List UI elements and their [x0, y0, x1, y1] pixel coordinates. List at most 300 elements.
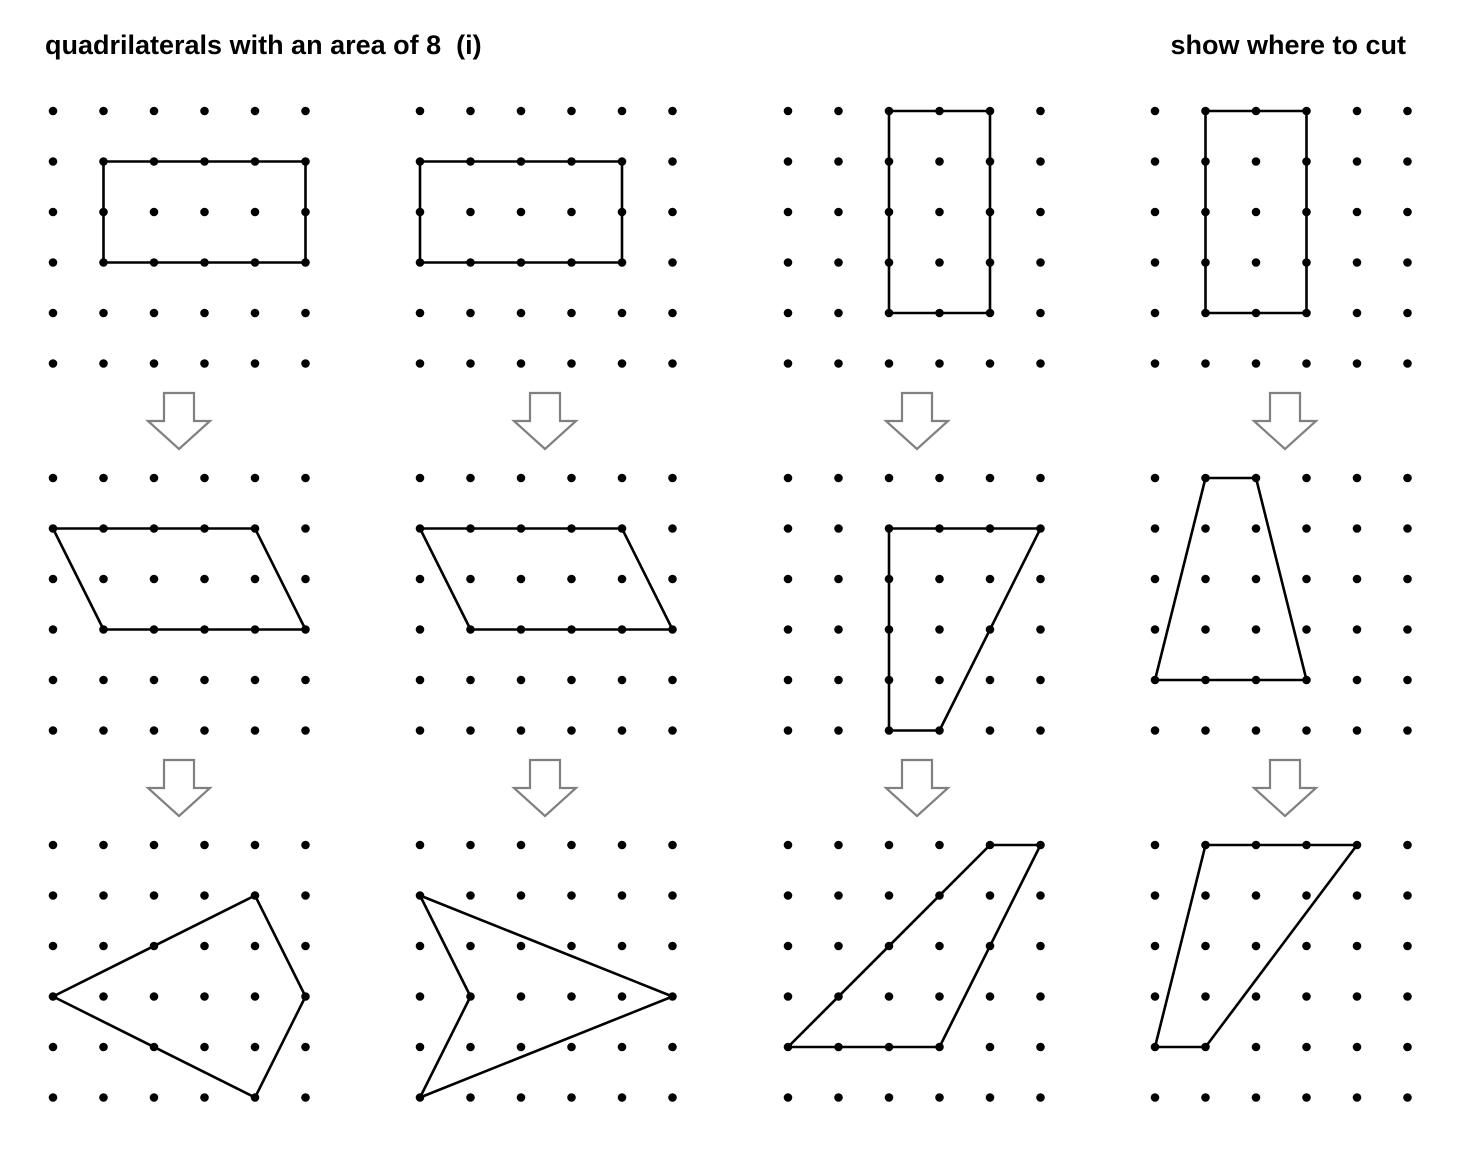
- dot-grid-panel-1-2: [49, 474, 310, 735]
- grid-dot: [1353, 841, 1362, 850]
- grid-dot: [885, 107, 894, 116]
- grid-dot: [618, 157, 627, 166]
- grid-dot: [618, 891, 627, 900]
- grid-dot: [150, 942, 159, 951]
- grid-dot: [517, 841, 526, 850]
- grid-dot: [1302, 726, 1311, 735]
- grid-dot: [986, 726, 995, 735]
- grid-dot: [885, 992, 894, 1001]
- grid-dot: [834, 676, 843, 685]
- grid-dot: [935, 474, 944, 483]
- grid-dot: [1252, 157, 1261, 166]
- grid-dot: [150, 992, 159, 1001]
- grid-dot: [834, 359, 843, 368]
- grid-dot: [251, 726, 260, 735]
- grid-dot: [784, 157, 793, 166]
- grid-dot: [150, 474, 159, 483]
- grid-dot: [986, 157, 995, 166]
- grid-dot: [885, 942, 894, 951]
- grid-dot: [251, 107, 260, 116]
- grid-dot: [834, 258, 843, 267]
- grid-dot: [416, 157, 425, 166]
- grid-dot: [99, 359, 108, 368]
- grid-dot: [466, 524, 475, 533]
- grid-dot: [1403, 992, 1412, 1001]
- grid-dot: [1302, 625, 1311, 634]
- grid-dot: [668, 942, 677, 951]
- grid-dot: [885, 575, 894, 584]
- grid-dot: [784, 524, 793, 533]
- grid-dot: [885, 474, 894, 483]
- grid-dot: [1252, 726, 1261, 735]
- quadrilateral-shape: [788, 845, 1041, 1047]
- grid-dot: [1403, 258, 1412, 267]
- grid-dot: [1353, 524, 1362, 533]
- grid-dot: [1252, 309, 1261, 318]
- grid-dot: [885, 1093, 894, 1102]
- dot-grid-panel-1-3: [49, 841, 310, 1102]
- grid-dot: [517, 1093, 526, 1102]
- grid-dot: [668, 841, 677, 850]
- grid-dot: [1201, 1043, 1210, 1052]
- grid-dot: [1302, 474, 1311, 483]
- grid-dot: [618, 942, 627, 951]
- grid-dot: [466, 309, 475, 318]
- grid-dot: [49, 575, 58, 584]
- grid-dot: [301, 891, 310, 900]
- grid-dot: [99, 891, 108, 900]
- grid-dot: [416, 258, 425, 267]
- grid-dot: [1151, 208, 1160, 217]
- grid-dot: [1302, 1093, 1311, 1102]
- dot-grid-panel-3-2: [784, 474, 1045, 735]
- grid-dot: [301, 107, 310, 116]
- grid-dot: [251, 676, 260, 685]
- grid-dot: [416, 208, 425, 217]
- grid-dot: [416, 309, 425, 318]
- grid-dot: [834, 891, 843, 900]
- grid-dot: [1403, 359, 1412, 368]
- grid-dot: [935, 891, 944, 900]
- grid-dot: [49, 309, 58, 318]
- grid-dot: [1151, 676, 1160, 685]
- grid-dot: [618, 208, 627, 217]
- grid-dot: [200, 942, 209, 951]
- grid-dot: [1151, 625, 1160, 634]
- grid-dot: [1036, 942, 1045, 951]
- grid-dot: [885, 258, 894, 267]
- grid-dot: [784, 359, 793, 368]
- grid-dot: [251, 524, 260, 533]
- grid-dot: [150, 726, 159, 735]
- grid-dot: [1252, 891, 1261, 900]
- grid-dot: [466, 891, 475, 900]
- grid-dot: [99, 942, 108, 951]
- grid-dot: [1353, 107, 1362, 116]
- grid-dot: [1353, 157, 1362, 166]
- grid-dot: [200, 891, 209, 900]
- grid-dot: [1302, 258, 1311, 267]
- grid-dot: [301, 841, 310, 850]
- grid-dot: [1302, 107, 1311, 116]
- grid-dot: [618, 625, 627, 634]
- grid-dot: [200, 524, 209, 533]
- grid-dot: [885, 625, 894, 634]
- grid-dot: [1201, 474, 1210, 483]
- grid-dot: [416, 575, 425, 584]
- grid-dot: [784, 474, 793, 483]
- grid-dot: [466, 625, 475, 634]
- grid-dot: [99, 258, 108, 267]
- grid-dot: [1201, 107, 1210, 116]
- grid-dot: [784, 992, 793, 1001]
- grid-dot: [1252, 676, 1261, 685]
- dot-grid-panel-4-3: [1151, 841, 1412, 1102]
- grid-dot: [1403, 942, 1412, 951]
- grid-dot: [618, 1093, 627, 1102]
- grid-dot: [567, 992, 576, 1001]
- grid-dot: [1252, 575, 1261, 584]
- grid-dot: [935, 625, 944, 634]
- grid-dot: [517, 1043, 526, 1052]
- grid-dot: [567, 841, 576, 850]
- grid-dot: [1151, 359, 1160, 368]
- grid-dot: [150, 208, 159, 217]
- grid-dot: [1036, 625, 1045, 634]
- quadrilateral-shape: [420, 529, 673, 630]
- grid-dot: [99, 474, 108, 483]
- grid-dot: [1036, 258, 1045, 267]
- grid-dot: [1302, 359, 1311, 368]
- grid-dot: [784, 309, 793, 318]
- grid-dot: [49, 1043, 58, 1052]
- grid-dot: [251, 157, 260, 166]
- grid-dot: [1201, 309, 1210, 318]
- down-arrow-icon: [514, 393, 576, 449]
- grid-dot: [301, 474, 310, 483]
- grid-dot: [301, 1043, 310, 1052]
- grid-dot: [517, 309, 526, 318]
- grid-dot: [1353, 942, 1362, 951]
- grid-dot: [885, 891, 894, 900]
- grid-dot: [150, 107, 159, 116]
- grid-dot: [834, 575, 843, 584]
- grid-dot: [668, 359, 677, 368]
- grid-dot: [251, 208, 260, 217]
- grid-dot: [1151, 524, 1160, 533]
- grid-dot: [668, 157, 677, 166]
- quadrilateral-shape: [420, 896, 673, 1098]
- grid-dot: [618, 1043, 627, 1052]
- grid-dot: [200, 726, 209, 735]
- grid-dot: [49, 208, 58, 217]
- grid-dot: [618, 841, 627, 850]
- grid-dot: [1151, 157, 1160, 166]
- grid-dot: [150, 625, 159, 634]
- grid-dot: [567, 942, 576, 951]
- grid-dot: [251, 1043, 260, 1052]
- grid-dot: [99, 524, 108, 533]
- grid-dot: [517, 208, 526, 217]
- grid-dot: [200, 575, 209, 584]
- grid-dot: [885, 841, 894, 850]
- grid-dot: [567, 726, 576, 735]
- grid-dot: [784, 575, 793, 584]
- grid-dot: [1036, 992, 1045, 1001]
- grid-dot: [517, 726, 526, 735]
- grid-dot: [1403, 625, 1412, 634]
- grid-dot: [301, 157, 310, 166]
- grid-dot: [99, 676, 108, 685]
- grid-dot: [1353, 309, 1362, 318]
- grid-dot: [668, 258, 677, 267]
- grid-dot: [517, 942, 526, 951]
- grid-dot: [935, 992, 944, 1001]
- grid-dot: [416, 726, 425, 735]
- grid-dot: [1252, 474, 1261, 483]
- grid-dot: [668, 1093, 677, 1102]
- grid-dot: [466, 258, 475, 267]
- grid-dot: [200, 676, 209, 685]
- grid-dot: [1151, 841, 1160, 850]
- grid-dot: [618, 726, 627, 735]
- grid-dot: [784, 107, 793, 116]
- grid-dot: [49, 1093, 58, 1102]
- grid-dot: [200, 841, 209, 850]
- grid-dot: [935, 107, 944, 116]
- grid-dot: [1151, 107, 1160, 116]
- grid-dot: [1252, 258, 1261, 267]
- grid-dot: [1036, 107, 1045, 116]
- grid-dot: [200, 474, 209, 483]
- dot-grid-panel-1-1: [49, 107, 310, 368]
- grid-dot: [301, 524, 310, 533]
- grid-dot: [150, 841, 159, 850]
- grid-dot: [567, 524, 576, 533]
- quadrilateral-shape: [889, 529, 1041, 731]
- grid-dot: [1036, 524, 1045, 533]
- grid-dot: [935, 942, 944, 951]
- grid-dot: [49, 157, 58, 166]
- grid-dot: [49, 942, 58, 951]
- grid-dot: [834, 157, 843, 166]
- grid-dot: [1353, 1043, 1362, 1052]
- grid-dot: [49, 992, 58, 1001]
- grid-dot: [986, 474, 995, 483]
- grid-dot: [567, 575, 576, 584]
- grid-dot: [251, 258, 260, 267]
- grid-dot: [1302, 309, 1311, 318]
- dot-grid-panel-3-3: [784, 841, 1045, 1102]
- grid-dot: [1252, 992, 1261, 1001]
- grid-dot: [784, 942, 793, 951]
- grid-dot: [99, 841, 108, 850]
- grid-dot: [1252, 625, 1261, 634]
- grid-dot: [49, 107, 58, 116]
- grid-dot: [466, 474, 475, 483]
- dot-grid-panel-3-1: [784, 107, 1045, 368]
- grid-dot: [466, 1043, 475, 1052]
- grid-dot: [834, 309, 843, 318]
- grid-dot: [618, 309, 627, 318]
- grid-dot: [567, 258, 576, 267]
- grid-dot: [416, 992, 425, 1001]
- grid-dot: [1151, 1043, 1160, 1052]
- grid-dot: [668, 676, 677, 685]
- grid-dot: [1403, 208, 1412, 217]
- down-arrow-icon: [148, 393, 210, 449]
- grid-dot: [301, 726, 310, 735]
- grid-dot: [517, 107, 526, 116]
- grid-dot: [466, 992, 475, 1001]
- grid-dot: [416, 1043, 425, 1052]
- grid-dot: [466, 359, 475, 368]
- grid-dot: [1252, 1093, 1261, 1102]
- grid-dot: [618, 359, 627, 368]
- grid-dot: [301, 359, 310, 368]
- grid-dot: [1353, 726, 1362, 735]
- grid-dot: [1201, 625, 1210, 634]
- grid-dot: [301, 676, 310, 685]
- grid-dot: [1201, 575, 1210, 584]
- quadrilateral-shape: [1155, 478, 1307, 680]
- grid-dot: [1036, 208, 1045, 217]
- grid-dot: [517, 676, 526, 685]
- grid-dot: [1036, 359, 1045, 368]
- grid-dot: [1201, 208, 1210, 217]
- grid-dot: [517, 524, 526, 533]
- grid-dot: [1201, 524, 1210, 533]
- grid-dot: [49, 524, 58, 533]
- grid-dot: [567, 309, 576, 318]
- grid-dot: [1403, 157, 1412, 166]
- grid-dot: [668, 1043, 677, 1052]
- grid-dot: [200, 157, 209, 166]
- grid-dot: [935, 726, 944, 735]
- grid-dot: [885, 157, 894, 166]
- grid-dot: [784, 676, 793, 685]
- grid-dot: [885, 1043, 894, 1052]
- grid-dot: [301, 575, 310, 584]
- grid-dot: [1403, 1093, 1412, 1102]
- grid-dot: [301, 942, 310, 951]
- grid-dot: [1403, 107, 1412, 116]
- grid-dot: [1403, 891, 1412, 900]
- dot-grid-panel-2-2: [416, 474, 677, 735]
- quadrilateral-shape: [53, 896, 306, 1098]
- grid-dot: [986, 575, 995, 584]
- grid-dot: [885, 309, 894, 318]
- grid-dot: [986, 891, 995, 900]
- grid-dot: [1353, 575, 1362, 584]
- grid-dot: [935, 524, 944, 533]
- grid-dot: [986, 992, 995, 1001]
- grid-dot: [416, 474, 425, 483]
- grid-dot: [517, 625, 526, 634]
- grid-dot: [618, 575, 627, 584]
- grid-dot: [416, 891, 425, 900]
- grid-dot: [1353, 474, 1362, 483]
- grid-dot: [251, 309, 260, 318]
- grid-dot: [885, 676, 894, 685]
- grid-dot: [834, 841, 843, 850]
- grid-dot: [567, 891, 576, 900]
- grid-dot: [986, 524, 995, 533]
- grid-dot: [986, 107, 995, 116]
- grid-dot: [466, 676, 475, 685]
- grid-dot: [1036, 1093, 1045, 1102]
- grid-dot: [1252, 107, 1261, 116]
- grid-dot: [935, 1043, 944, 1052]
- grid-dot: [885, 359, 894, 368]
- grid-dot: [1302, 891, 1311, 900]
- grid-dot: [49, 625, 58, 634]
- grid-dot: [1353, 625, 1362, 634]
- grid-dot: [1201, 726, 1210, 735]
- grid-dot: [986, 625, 995, 634]
- grid-dot: [1201, 992, 1210, 1001]
- down-arrow-icon: [886, 760, 948, 816]
- grid-dot: [986, 676, 995, 685]
- dot-grid-panel-4-1: [1151, 107, 1412, 368]
- grid-dot: [251, 575, 260, 584]
- down-arrow-icon: [886, 393, 948, 449]
- grid-dot: [1353, 676, 1362, 685]
- grid-dot: [935, 157, 944, 166]
- grid-dot: [1403, 1043, 1412, 1052]
- grid-dot: [517, 575, 526, 584]
- grid-dot: [935, 676, 944, 685]
- grid-dot: [1036, 891, 1045, 900]
- grid-dot: [99, 625, 108, 634]
- grid-dot: [834, 992, 843, 1001]
- grid-dot: [618, 524, 627, 533]
- grid-dot: [935, 1093, 944, 1102]
- grid-dot: [200, 359, 209, 368]
- grid-dot: [99, 309, 108, 318]
- grid-dot: [834, 107, 843, 116]
- grid-dot: [1252, 942, 1261, 951]
- grid-dot: [618, 474, 627, 483]
- grid-dot: [784, 1043, 793, 1052]
- grid-dot: [784, 891, 793, 900]
- grid-dot: [986, 1043, 995, 1052]
- grid-dot: [466, 726, 475, 735]
- grid-dot: [784, 208, 793, 217]
- grid-dot: [251, 1093, 260, 1102]
- grid-dot: [150, 157, 159, 166]
- grid-dot: [49, 726, 58, 735]
- grid-dot: [986, 841, 995, 850]
- grid-dot: [935, 258, 944, 267]
- grid-dot: [49, 841, 58, 850]
- grid-dot: [517, 891, 526, 900]
- grid-dot: [99, 157, 108, 166]
- grid-dot: [935, 359, 944, 368]
- grid-dot: [200, 107, 209, 116]
- grid-dot: [567, 208, 576, 217]
- grid-dot: [200, 258, 209, 267]
- grid-dot: [200, 208, 209, 217]
- grid-dot: [1036, 575, 1045, 584]
- grid-dot: [200, 992, 209, 1001]
- grid-dot: [416, 1093, 425, 1102]
- grid-dot: [466, 575, 475, 584]
- grid-dot: [251, 992, 260, 1001]
- grid-dot: [1252, 841, 1261, 850]
- grid-dot: [834, 524, 843, 533]
- grid-dot: [1201, 359, 1210, 368]
